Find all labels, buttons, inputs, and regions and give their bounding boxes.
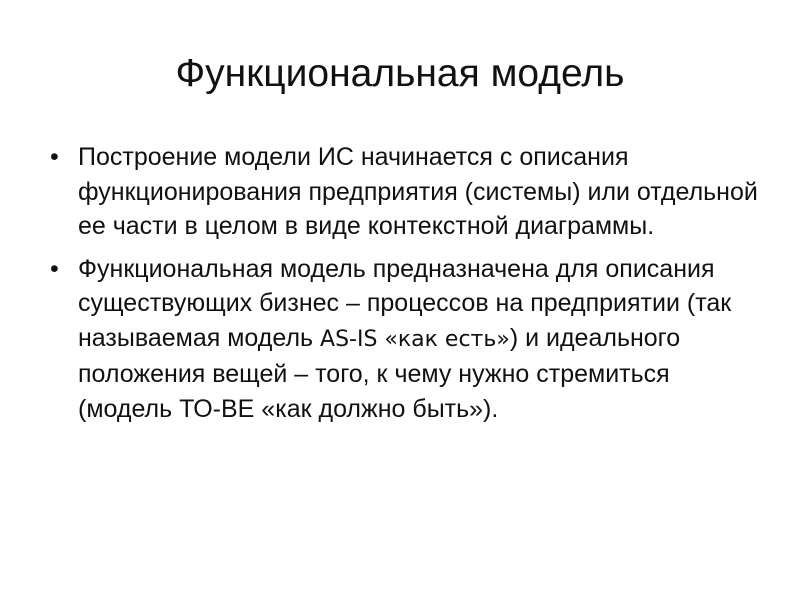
bullet-text: Построение модели ИС начинается с описания функционирования предприятия (системы) или отдельной ее части в целом в виде контекстной диаграммы. <box>78 143 758 240</box>
slide-title: Функциональная модель <box>175 52 625 95</box>
bullet-text-part: ) и идеального положения вещей – того, к чему нужно стремиться (модель ТО-ВЕ «как должно быть»). <box>78 323 681 423</box>
bullet-marker: • <box>50 254 59 283</box>
bullet-list <box>0 140 800 434</box>
bullet-text-part: AS-IS «как есть» <box>320 326 510 352</box>
bullet-item <box>0 140 800 244</box>
bullet-text-part: Функциональная модель предназначена для описания существующих бизнес – процессов на предприятии (так называемая модель <box>78 254 732 352</box>
bullet-marker: • <box>50 143 59 171</box>
bullet-item <box>0 252 800 427</box>
